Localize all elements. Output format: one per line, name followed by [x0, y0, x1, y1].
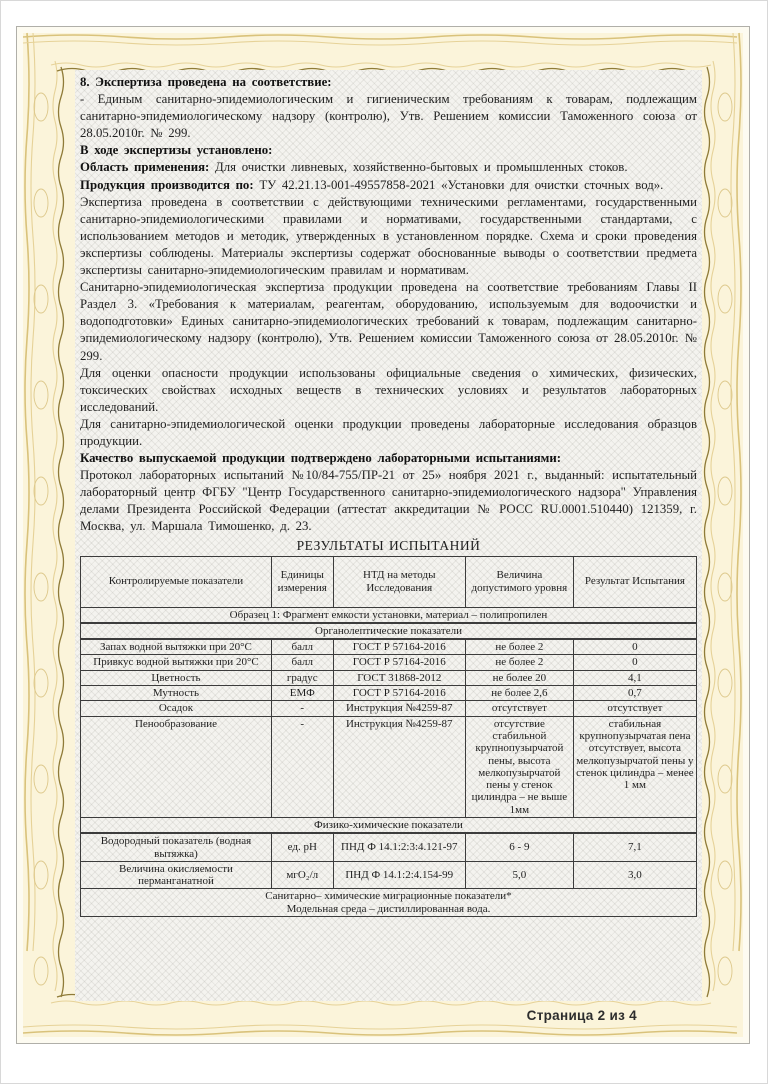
cell: отсутствует: [465, 701, 573, 716]
table-header-row: [81, 556, 697, 607]
cell: ГОСТ Р 57164-2016: [333, 686, 465, 701]
paragraph: [80, 416, 697, 450]
paragraph: [80, 74, 697, 91]
cell: 6 - 9: [465, 833, 573, 861]
cell: не более 20: [465, 670, 573, 685]
paragraph: [80, 142, 697, 159]
cell: Мутность: [81, 686, 272, 701]
cell: градус: [271, 670, 333, 685]
section-label: Органолептические показатели: [81, 623, 697, 639]
paragraph: [80, 159, 697, 176]
page-number: Страница 2 из 4: [526, 1008, 637, 1023]
column-header: Величина допустимого уровня: [465, 556, 573, 607]
cell: ГОСТ Р 57164-2016: [333, 639, 465, 655]
column-header: Результат Испытания: [573, 556, 696, 607]
cell: отсутствует: [573, 701, 696, 716]
cell: ГОСТ 31868-2012: [333, 670, 465, 685]
footer-note-line: Модельная среда – дистиллированная вода.: [286, 902, 491, 915]
cell: -: [271, 716, 333, 817]
section-row: [81, 817, 697, 833]
cell: балл: [271, 639, 333, 655]
cell: 0: [573, 639, 696, 655]
cell: Инструкция №4259-87: [333, 716, 465, 817]
cell: -: [271, 701, 333, 716]
cell: мгО₂/л: [271, 861, 333, 889]
sample-header-row: [81, 607, 697, 623]
table-row: [81, 833, 697, 861]
table-row: [81, 686, 697, 701]
cell: Величина окисляемости перманганатной: [81, 861, 272, 889]
cell: Цветность: [81, 670, 272, 685]
table-row: [81, 861, 697, 889]
cell: ГОСТ Р 57164-2016: [333, 655, 465, 670]
cell: Водородный показатель (водная вытяжка): [81, 833, 272, 861]
cell: 0,7: [573, 686, 696, 701]
cell: балл: [271, 655, 333, 670]
table-row: [81, 655, 697, 670]
cell: 3,0: [573, 861, 696, 889]
paragraph-lead: Область применения:: [80, 160, 210, 175]
paragraph-text: - Единым санитарно-эпидемиологическим и гигиеническим требованиям к товарам, подлежащим санитарно-эпидемиологическому надзору (контролю), Утв. Решением комиссии Таможенного союза от 28.05.2010г. № 299.: [80, 92, 697, 141]
document-content: [75, 70, 702, 1001]
paragraph: [80, 365, 697, 416]
paragraph: [80, 91, 697, 142]
column-header: Единицы измерения: [271, 556, 333, 607]
cell: отсутствие стабильной крупнопузырчатой пены, высота мелкопузырчатой пены у стенок цилиндра – не выше 1мм: [465, 716, 573, 817]
cell: 7,1: [573, 833, 696, 861]
paragraph-text: Для оценки опасности продукции использованы официальные сведения о химических, физических, токсических свойствах исходных веществ в технических условиях и результатов лабораторных исследований.: [80, 365, 697, 414]
cell: Осадок: [81, 701, 272, 716]
paragraph: [80, 279, 697, 364]
table-row: [81, 716, 697, 817]
paragraph-text: Для санитарно-эпидемиологической оценки продукции проведены лабораторные исследования образцов продукции.: [80, 416, 697, 448]
cell: ед. рН: [271, 833, 333, 861]
results-table: [80, 556, 697, 918]
cell: не более 2,6: [465, 686, 573, 701]
cell: 0: [573, 655, 696, 670]
cell: ПНД Ф 14.1:2:3:4.121-97: [333, 833, 465, 861]
sample-header: Образец 1: Фрагмент емкости установки, материал – полипропилен: [81, 607, 697, 623]
paragraph-lead: 8. Экспертиза проведена на соответствие:: [80, 75, 332, 89]
results-title: РЕЗУЛЬТАТЫ ИСПЫТАНИЙ: [296, 537, 481, 553]
certificate-scan: [16, 26, 750, 1044]
table-row: [81, 670, 697, 685]
cell: Запах водной вытяжки при 20°С: [81, 639, 272, 655]
section-label: Физико-химические показатели: [81, 817, 697, 833]
table-row: [81, 701, 697, 716]
paragraph-text: Для очистки ливневых, хозяйственно-бытовых и промышленных стоков.: [215, 160, 628, 175]
cell: Привкус водной вытяжки при 20°С: [81, 655, 272, 670]
paragraph-lead: В ходе экспертизы установлено:: [80, 143, 273, 158]
cell: не более 2: [465, 655, 573, 670]
paragraph-text: Протокол лабораторных испытаний №10/84-755/ПР-21 от 25» ноября 2021 г., выданный: испытательный лабораторный центр ФГБУ "Центр Государственного санитарно-эпидемиологического надзора" Управления делами Президента Российской Федерации (аттестат аккредитации № РОСС RU.0001.510440) 121359, г. Москва, ул. Маршала Тимошенко, д. 23.: [80, 468, 697, 534]
paragraph: [80, 467, 697, 535]
cell: 5,0: [465, 861, 573, 889]
table-footer-row: [81, 889, 697, 917]
cell: ПНД Ф 14.1:2:4.154-99: [333, 861, 465, 889]
footer-note-line: Санитарно– химические миграционные показатели*: [265, 890, 512, 903]
paragraph: [80, 194, 697, 279]
paragraph-text: Санитарно-эпидемиологическая экспертиза продукции проведена на соответствие требованиям Главы II Раздел 3. «Требования к материалам, реагентам, оборудованию, используемым для водоочистки и водоподготовки» Единых санитарно-эпидемиологических требований к товарам, подлежащим санитарно-эпидемиологическому надзору (контролю), Утв. Решением комиссии Таможенного союза от 28.05.2010г. № 299.: [80, 280, 697, 363]
cell: 4,1: [573, 670, 696, 685]
cell: Инструкция №4259-87: [333, 701, 465, 716]
paragraph-lead: Качество выпускаемой продукции подтверждено лабораторными испытаниями:: [80, 451, 561, 466]
column-header: Контролируемые показатели: [81, 556, 272, 607]
table-row: [81, 639, 697, 655]
paragraph-lead: Продукция производится по:: [80, 177, 254, 192]
cell: стабильная крупнопузырчатая пена отсутствует, высота мелкопузырчатой пены у стенок цилиндра – менее 1 мм: [573, 716, 696, 817]
paragraph-text: ТУ 42.21.13-001-49557858-2021 «Установки для очистки сточных вод».: [259, 177, 664, 192]
section-row: [81, 623, 697, 639]
cell: ЕМФ: [271, 686, 333, 701]
paragraph: [80, 177, 697, 194]
cell: не более 2: [465, 639, 573, 655]
paragraph-text: Экспертиза проведена в соответствии с действующими техническими регламентами, государственными санитарно-эпидемиологическими правилами и нормативами, государственными стандартами, с использованием методов и методик, утвержденных в установленном порядке. Схема и сроки проведения экспертизы соблюдены. Материалы экспертизы содержат обоснованные выводы о соответствии предмета экспертизы санитарно-эпидемиологическим правилам и нормативам.: [80, 194, 697, 278]
footer-note: [81, 889, 697, 917]
cell: Пенообразование: [81, 716, 272, 817]
column-header: НТД на методы Исследования: [333, 556, 465, 607]
paragraph: [80, 450, 697, 467]
